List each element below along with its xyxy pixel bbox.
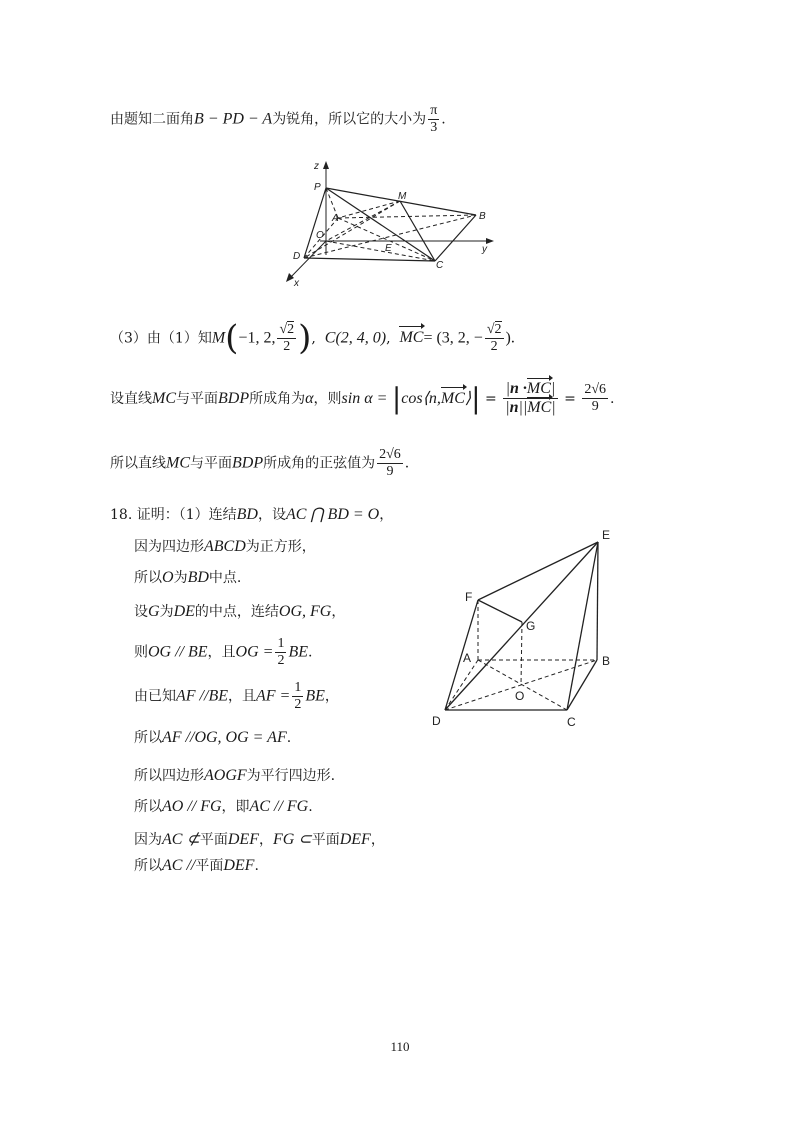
math: ABCD [204, 538, 246, 555]
edge-fe [478, 542, 598, 600]
q18-line4 [134, 602, 345, 621]
text: ，即 [221, 799, 250, 815]
math: AOGF [204, 767, 247, 784]
math: BD [236, 506, 258, 523]
edge-mc [400, 201, 435, 261]
q18-line10 [134, 830, 385, 849]
line-oc [326, 241, 435, 261]
frac-num: 1 [275, 636, 286, 653]
text: . [308, 644, 313, 661]
q18-line6 [134, 680, 339, 713]
frac-num: 2√6 [582, 382, 608, 399]
math-m: M [211, 329, 226, 347]
q18-line8 [134, 766, 335, 785]
n-dot: n · [509, 380, 527, 397]
math: AC ⊄ [162, 831, 200, 848]
q18-line1 [110, 505, 393, 524]
label-d: D [432, 714, 441, 728]
vector-mc: MC [527, 399, 552, 417]
vector-mc: MC [399, 329, 424, 347]
line-go [521, 622, 522, 685]
label-f: F [465, 590, 473, 604]
text: . [404, 455, 410, 472]
math: AF //OG, OG = AF [162, 729, 287, 746]
q18-line2 [134, 537, 316, 556]
text: （3）由（1）知 [110, 330, 212, 347]
edge-fg [478, 600, 522, 622]
text: 为 [159, 604, 174, 620]
text: . [610, 390, 615, 407]
text: 所成角为 [249, 390, 306, 407]
q18-line3 [134, 568, 241, 587]
text: ，且 [207, 644, 236, 661]
frac-num: |n ·MC| [503, 380, 558, 399]
pyramid-figure [280, 155, 510, 290]
text: 所以 [134, 570, 162, 586]
math: BD [187, 569, 209, 586]
text: ， [370, 832, 385, 848]
text: 由已知 [134, 688, 176, 705]
text: 因为 [134, 832, 162, 848]
fraction [277, 322, 296, 355]
math: BE [288, 643, 308, 661]
fraction [377, 447, 403, 480]
edge-da [445, 660, 478, 710]
text: 所以 [134, 730, 162, 746]
math: MC [166, 454, 190, 472]
text: . [441, 111, 446, 128]
cos-expr: cos⟨n, [401, 389, 441, 407]
label-g: G [526, 619, 536, 633]
close-angle: ⟩ [464, 389, 472, 407]
vector-mc: MC [526, 380, 551, 397]
conclusion-line [110, 447, 409, 480]
question-number: 18. [110, 507, 133, 523]
frac-den: 3 [430, 120, 438, 136]
math: AO // FG [162, 798, 222, 815]
math: AC ⋂ BD = O [285, 506, 380, 523]
q18-line5 [134, 636, 312, 669]
point-c: C(2, 4, 0) [324, 329, 387, 347]
line-ma [338, 201, 400, 218]
text: 为正方形， [245, 539, 316, 555]
label-c: C [567, 715, 576, 729]
math: FG ⊂ [272, 831, 312, 848]
label-m: M [398, 191, 407, 202]
text: ，则 [313, 390, 342, 407]
frac-den: 2 [277, 653, 285, 669]
text: 为平行四边形. [246, 768, 336, 784]
text: 所成角的正弦值为 [263, 455, 376, 472]
label-p: P [314, 182, 321, 193]
q18-line9 [134, 797, 313, 816]
edge-dc [304, 258, 435, 261]
text: ). [505, 329, 515, 347]
math: DEF [223, 857, 255, 874]
math: AC // [162, 857, 196, 874]
frac-den: 9 [591, 399, 599, 415]
label-o: O [515, 689, 525, 703]
frac-den: 9 [386, 464, 394, 480]
fraction [428, 103, 439, 136]
text: 为 [173, 570, 188, 586]
math: OG // BE [148, 643, 208, 661]
text: ， [324, 688, 339, 705]
frac-den: 2 [294, 697, 302, 713]
text: ，设 [257, 507, 286, 523]
text: ， [331, 604, 346, 620]
label-y: y [482, 244, 487, 255]
math: AC // FG [249, 798, 309, 815]
fraction [485, 322, 504, 355]
math: OG, FG [278, 603, 332, 620]
label-b: B [602, 654, 611, 668]
frac-den: 2 [490, 338, 498, 354]
math: DEF [227, 831, 259, 848]
math: AF //BE [176, 687, 228, 705]
text: ， [258, 832, 273, 848]
label-o: O [316, 230, 324, 241]
text: 因为四边形 [134, 539, 204, 555]
math-expr: B − PD − A [194, 110, 273, 128]
text: 所以 [134, 858, 162, 874]
x-arrow [286, 273, 294, 282]
math: BDP [232, 454, 264, 472]
angle-line: 设直线MC与平面BDP所成角为α，则sin α = |cos⟨n,MC⟩| = $\frac{|n \cdot MC|}{|n||MC|}$ = $\frac{2√6}{9}$ . [110, 380, 615, 417]
frac-num: √2 [485, 322, 504, 339]
text: 所以 [134, 799, 162, 815]
solid-figure [425, 525, 625, 750]
diag-ac [338, 218, 435, 261]
label-z: z [314, 161, 319, 172]
frac-num: π [428, 103, 439, 120]
label-e: E [602, 528, 611, 542]
math: AF = [255, 687, 291, 705]
label-e: E [385, 243, 392, 254]
edge-pc [326, 188, 435, 261]
coords: −1, 2, [238, 329, 276, 347]
vector-eq: = (3, 2, − [423, 329, 483, 347]
label-c: C [436, 260, 444, 271]
text: ，且 [227, 688, 256, 705]
text: 中点. [208, 570, 242, 586]
frac-den: 2 [283, 338, 291, 354]
math: MC [152, 389, 176, 407]
text: 平面 [195, 858, 224, 874]
q18-line11 [134, 856, 259, 875]
cos-fraction [503, 380, 558, 418]
edge-ab [338, 215, 476, 218]
math: DE [173, 603, 195, 620]
edge-pd [304, 188, 326, 258]
z-arrow [323, 161, 329, 169]
text: . [254, 858, 259, 874]
text: . [308, 799, 313, 815]
text: 设直线 [110, 390, 152, 407]
text: 的中点，连结 [194, 604, 279, 620]
text: ， [379, 507, 394, 523]
dihedral-angle-line [110, 103, 446, 136]
label-a: A [463, 651, 472, 665]
edge-be [597, 542, 598, 660]
math: α [305, 389, 314, 407]
math: G [148, 603, 160, 620]
text: 则 [134, 644, 148, 661]
text: 为锐角，所以它的大小为 [272, 111, 427, 128]
math: OG = [235, 643, 274, 661]
label-a: A [332, 213, 339, 224]
math: DEF [339, 831, 371, 848]
text: 由题知二面角 [110, 111, 194, 128]
page-number: 110 [390, 1039, 410, 1054]
text: 平面 [199, 832, 228, 848]
text: 所以四边形 [134, 768, 204, 784]
text: . [286, 730, 292, 746]
fraction [292, 680, 303, 713]
result-fraction [582, 382, 608, 415]
n: n [509, 399, 519, 417]
sqrt-val: 2 [287, 321, 295, 337]
label-x: x [294, 278, 299, 289]
q18-line7 [134, 728, 291, 747]
frac-num: 2√6 [377, 447, 403, 464]
math: BDP [218, 389, 250, 407]
frac-num: √2 [277, 322, 296, 339]
math: BE [305, 687, 325, 705]
text: 证明：（1）连结 [136, 507, 237, 523]
sin-expr: sin α = [341, 389, 388, 407]
y-arrow [486, 238, 494, 244]
label-b: B [479, 211, 486, 222]
frac-num: 1 [292, 680, 303, 697]
edge-df [445, 600, 478, 710]
frac-den: |n||MC| [505, 399, 556, 417]
text: 所以直线 [110, 455, 166, 472]
text: 平面 [311, 832, 340, 848]
part3-line: （3）由（1）知M(−1, 2, $\frac{√2}{2}$ ), C(2, 4, 0), MC= (3, 2, − $\frac{√2}{2}$ ). [110, 318, 515, 358]
math: O [162, 569, 174, 586]
label-d: D [293, 251, 301, 262]
vector-mc: MC [440, 389, 465, 407]
text: 与平面 [190, 455, 232, 472]
text: 与平面 [176, 390, 218, 407]
fraction [275, 636, 286, 669]
edge-cb [435, 215, 476, 261]
text: 设 [134, 604, 148, 620]
